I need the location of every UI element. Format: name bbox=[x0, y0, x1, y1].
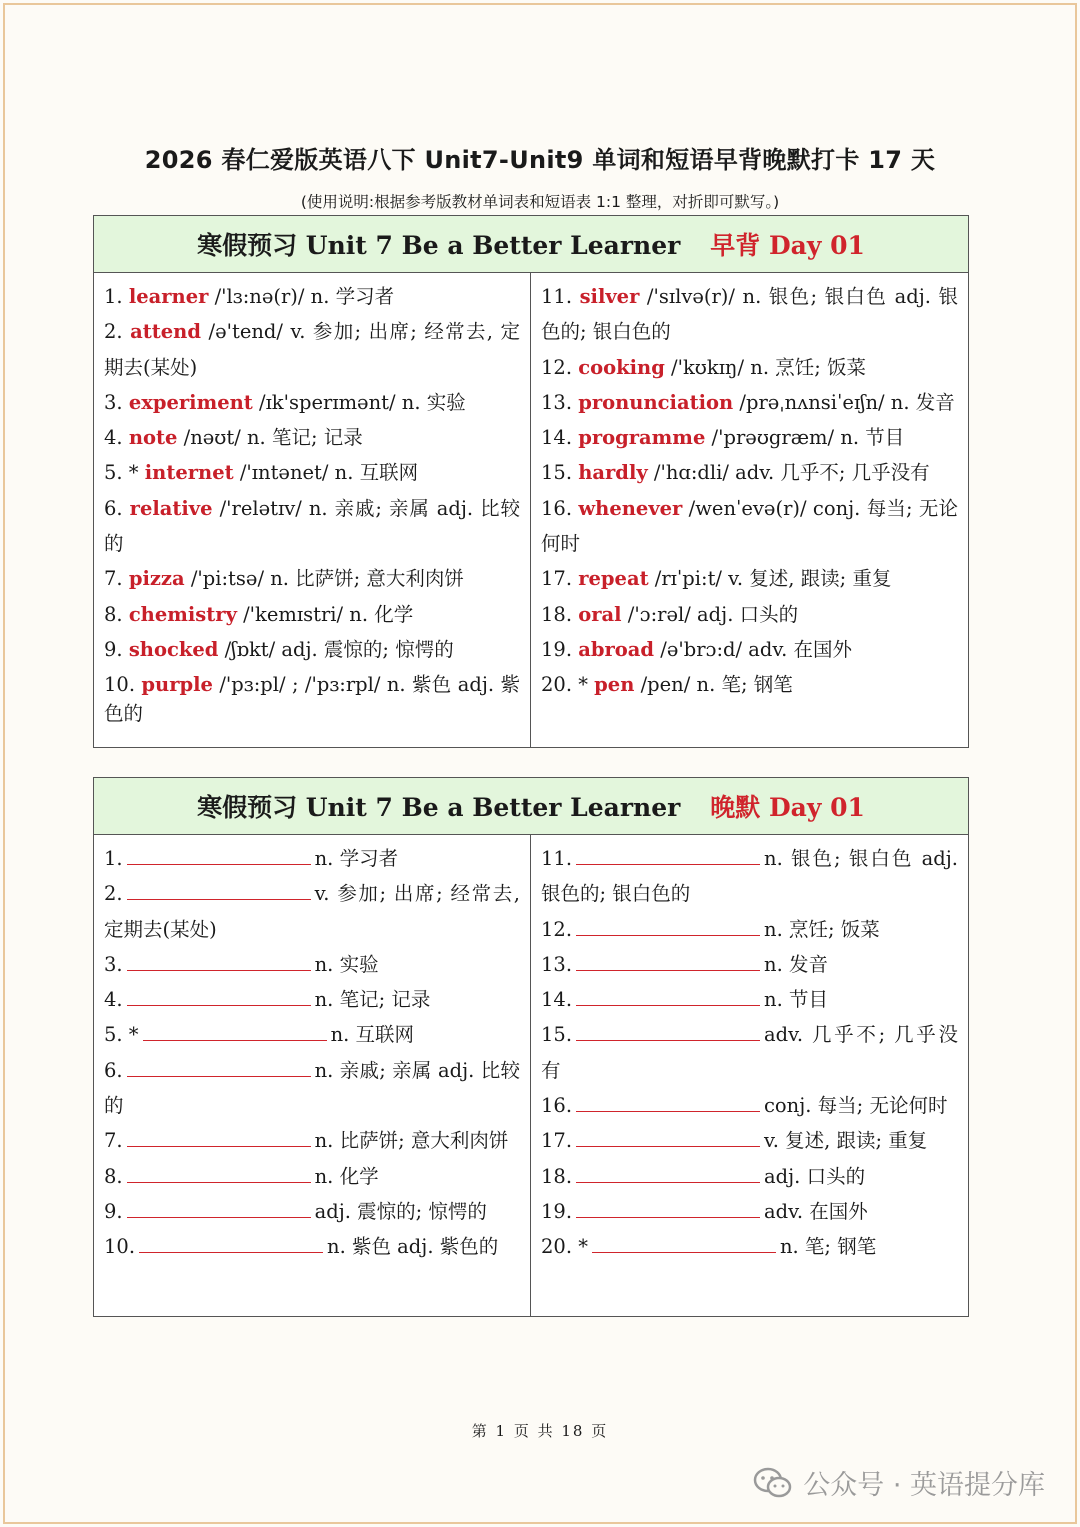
answer-blank[interactable] bbox=[576, 1127, 760, 1147]
vocab-word: internet bbox=[144, 461, 234, 485]
entry-number: 17. bbox=[541, 567, 573, 591]
answer-blank[interactable] bbox=[576, 951, 760, 971]
entry-definition: adv. 在国外 bbox=[764, 1199, 868, 1223]
entry-definition: n. 银色; 银白色 adj. 银色的; 银白色的 bbox=[541, 847, 958, 906]
vocab-entry bbox=[541, 670, 958, 699]
vocab-entry bbox=[104, 314, 520, 385]
vocab-word: relative bbox=[129, 496, 213, 520]
entry-definition: /pen/ n. 笔; 钢笔 bbox=[634, 673, 793, 697]
vocab-entry bbox=[541, 597, 958, 632]
dictation-entry bbox=[104, 1159, 520, 1194]
entry-definition: /wenˈevə(r)/ conj. 每当; 无论何时 bbox=[541, 496, 958, 556]
answer-blank[interactable] bbox=[143, 1021, 327, 1041]
vocab-entry bbox=[104, 455, 520, 490]
entry-number: 18. bbox=[541, 602, 573, 626]
vocab-entry bbox=[541, 455, 958, 490]
entry-definition: n. 亲戚; 亲属 adj. 比较的 bbox=[104, 1058, 520, 1118]
page-title: 2026 春仁爱版英语八下 Unit7-Unit9 单词和短语早背晚默打卡 17 天 bbox=[144, 146, 936, 174]
answer-blank[interactable] bbox=[576, 1198, 760, 1218]
entry-number: 8. bbox=[104, 602, 123, 626]
vocab-entry bbox=[541, 350, 958, 385]
entry-definition: /ə'brɔ:d/ adv. 在国外 bbox=[654, 637, 852, 661]
morning-left-column bbox=[94, 273, 531, 748]
entry-definition: v. 参加; 出席; 经常去, 定期去(某处) bbox=[104, 882, 520, 941]
dictation-entry bbox=[541, 841, 958, 912]
vocab-entry bbox=[541, 632, 958, 667]
vocab-word: silver bbox=[579, 285, 640, 308]
entry-number: 8. bbox=[104, 1164, 123, 1188]
page-subtitle: (使用说明:根据参考版教材单词表和短语表 1:1 整理，对折即可默写。) bbox=[300, 193, 780, 211]
vocab-word: programme bbox=[578, 426, 706, 450]
entry-number: 19. bbox=[541, 1199, 573, 1223]
entry-number: 11. bbox=[541, 285, 573, 308]
entry-definition: n. 比萨饼; 意大利肉饼 bbox=[314, 1129, 509, 1153]
vocab-entry bbox=[541, 491, 958, 562]
morning-box-header bbox=[94, 216, 968, 273]
dictation-entry bbox=[541, 982, 958, 1017]
entry-definition: n. 笔; 钢笔 bbox=[779, 1235, 877, 1259]
entry-number: 1. bbox=[104, 285, 123, 308]
morning-recite-box bbox=[93, 215, 969, 748]
wechat-icon bbox=[753, 1467, 793, 1499]
entry-definition: /'relətɪv/ n. 亲戚; 亲属 adj. 比较的 bbox=[104, 496, 520, 556]
evening-box-header bbox=[94, 778, 968, 835]
evening-dictation-box bbox=[93, 777, 969, 1317]
vocab-word: learner bbox=[128, 285, 209, 308]
entry-number: 5. * bbox=[104, 461, 139, 485]
entry-definition: /'pɜ:pl/ ; /'pɜ:rpl/ n. 紫色 adj. 紫色的 bbox=[104, 673, 521, 726]
vocab-word: abroad bbox=[578, 637, 655, 661]
entry-number: 12. bbox=[541, 917, 573, 941]
vocab-word: whenever bbox=[578, 496, 683, 520]
evening-box-title: 寒假预习 Unit 7 Be a Better Learner bbox=[197, 793, 681, 822]
entry-definition: /prəˌnʌnsiˈeɪʃn/ n. 发音 bbox=[733, 390, 955, 414]
vocab-word: pizza bbox=[128, 567, 185, 591]
entry-definition: /'sɪlvə(r)/ n. 银色; 银白色 adj. 银色的; 银白色的 bbox=[541, 285, 959, 344]
dictation-entry bbox=[104, 1123, 520, 1158]
vocab-word: purple bbox=[141, 673, 213, 697]
entry-number: 2. bbox=[104, 320, 123, 344]
entry-definition: conj. 每当; 无论何时 bbox=[764, 1094, 948, 1118]
answer-blank[interactable] bbox=[576, 845, 760, 865]
vocab-entry bbox=[541, 561, 958, 596]
dictation-entry bbox=[104, 1053, 520, 1124]
vocab-word: attend bbox=[130, 320, 201, 344]
entry-number: 16. bbox=[541, 496, 573, 520]
vocab-entry bbox=[104, 561, 520, 596]
evening-day-tag: 晚默 Day 01 bbox=[710, 793, 865, 822]
dictation-entry bbox=[541, 1017, 958, 1088]
vocab-word: chemistry bbox=[128, 602, 237, 626]
entry-number: 16. bbox=[541, 1094, 573, 1118]
entry-number: 10. bbox=[104, 673, 136, 697]
dictation-entry bbox=[104, 1017, 520, 1052]
answer-blank[interactable] bbox=[576, 1021, 760, 1041]
vocab-word: shocked bbox=[128, 637, 219, 661]
dictation-entry bbox=[104, 1194, 520, 1229]
dictation-entry bbox=[541, 1088, 958, 1123]
entry-number: 13. bbox=[541, 952, 573, 976]
entry-number: 7. bbox=[104, 1129, 123, 1153]
entry-number: 15. bbox=[541, 461, 573, 485]
entry-definition: adj. 口头的 bbox=[764, 1164, 866, 1188]
entry-definition: /nəʊt/ n. 笔记; 记录 bbox=[177, 426, 363, 450]
dictation-entry bbox=[541, 912, 958, 947]
entry-definition: n. 节目 bbox=[764, 988, 828, 1012]
entry-number: 1. bbox=[104, 847, 123, 870]
dictation-entry bbox=[104, 947, 520, 982]
answer-blank[interactable] bbox=[127, 1163, 311, 1183]
vocab-word: experiment bbox=[128, 390, 253, 414]
entry-definition: /ʃɒkt/ adj. 震惊的; 惊愕的 bbox=[218, 637, 454, 661]
page-number: 第 1 页 共 18 页 bbox=[471, 1422, 609, 1440]
entry-number: 6. bbox=[104, 1058, 123, 1082]
entry-definition: n. 笔记; 记录 bbox=[314, 988, 431, 1012]
vocab-entry bbox=[104, 597, 520, 632]
dictation-entry bbox=[541, 1123, 958, 1158]
entry-definition: n. 紫色 adj. 紫色的 bbox=[327, 1235, 499, 1259]
vocab-entry bbox=[104, 670, 520, 728]
entry-definition: /'ɔ:rəl/ adj. 口头的 bbox=[621, 602, 799, 626]
dictation-entry bbox=[541, 1194, 958, 1229]
watermark bbox=[753, 1463, 1045, 1502]
vocab-entry bbox=[104, 632, 520, 667]
entry-definition: adj. 震惊的; 惊愕的 bbox=[314, 1199, 487, 1223]
entry-definition: /'kʊkɪŋ/ n. 烹饪; 饭菜 bbox=[664, 355, 866, 379]
dictation-entry bbox=[104, 876, 520, 947]
vocab-entry bbox=[541, 420, 958, 455]
evening-right-column bbox=[531, 835, 968, 1317]
entry-definition: /'pi:tsə/ n. 比萨饼; 意大利肉饼 bbox=[184, 567, 464, 591]
dictation-entry bbox=[541, 1232, 958, 1261]
entry-definition: /ɪk'sperɪmənt/ n. 实验 bbox=[252, 390, 466, 414]
vocab-entry bbox=[104, 279, 520, 314]
answer-blank[interactable] bbox=[127, 1198, 311, 1218]
entry-number: 2. bbox=[104, 882, 123, 906]
dictation-entry bbox=[541, 1159, 958, 1194]
entry-number: 9. bbox=[104, 637, 123, 661]
answer-blank[interactable] bbox=[127, 880, 311, 900]
vocab-entry bbox=[104, 491, 520, 562]
vocab-word: pronunciation bbox=[578, 390, 734, 414]
entry-number: 13. bbox=[541, 390, 573, 414]
entry-number: 3. bbox=[104, 952, 123, 976]
entry-definition: /'prəʊgræm/ n. 节目 bbox=[705, 426, 905, 450]
entry-definition: /ə'tend/ v. 参加; 出席; 经常去, 定期去(某处) bbox=[104, 320, 520, 379]
entry-number: 19. bbox=[541, 637, 573, 661]
entry-number: 7. bbox=[104, 567, 123, 591]
entry-definition: n. 实验 bbox=[314, 952, 379, 976]
morning-day-tag: 早背 Day 01 bbox=[710, 231, 865, 260]
answer-blank[interactable] bbox=[139, 1233, 323, 1253]
entry-definition: n. 学习者 bbox=[314, 847, 399, 870]
answer-blank[interactable] bbox=[576, 986, 760, 1006]
entry-number: 4. bbox=[104, 988, 123, 1012]
entry-definition: adv. 几乎不; 几乎没有 bbox=[541, 1023, 958, 1082]
vocab-entry bbox=[541, 385, 958, 420]
evening-left-column bbox=[94, 835, 531, 1317]
answer-blank[interactable] bbox=[576, 1092, 760, 1112]
entry-number: 5. * bbox=[104, 1023, 139, 1047]
answer-blank[interactable] bbox=[127, 1127, 311, 1147]
entry-number: 18. bbox=[541, 1164, 573, 1188]
entry-definition: /'lɜ:nə(r)/ n. 学习者 bbox=[208, 285, 395, 308]
morning-box-title: 寒假预习 Unit 7 Be a Better Learner bbox=[197, 231, 681, 260]
entry-number: 20. * bbox=[541, 673, 588, 697]
entry-number: 14. bbox=[541, 988, 573, 1012]
dictation-entry bbox=[104, 982, 520, 1017]
entry-definition: n. 发音 bbox=[764, 952, 828, 976]
entry-number: 3. bbox=[104, 390, 123, 414]
entry-number: 4. bbox=[104, 426, 123, 450]
answer-blank[interactable] bbox=[576, 1163, 760, 1183]
vocab-word: pen bbox=[594, 673, 635, 697]
entry-definition: v. 复述, 跟读; 重复 bbox=[764, 1129, 928, 1153]
vocab-entry bbox=[104, 385, 520, 420]
watermark-text: 公众号 · 英语提分库 bbox=[803, 1470, 1045, 1501]
entry-number: 12. bbox=[541, 355, 573, 379]
vocab-word: hardly bbox=[578, 461, 648, 485]
entry-definition: n. 互联网 bbox=[330, 1023, 415, 1047]
entry-definition: /'ɪntənet/ n. 互联网 bbox=[233, 461, 419, 485]
morning-right-column bbox=[531, 273, 968, 748]
entry-definition: /'hɑ:dli/ adv. 几乎不; 几乎没有 bbox=[647, 461, 930, 485]
answer-blank[interactable] bbox=[576, 916, 760, 936]
dictation-entry bbox=[104, 1232, 520, 1261]
entry-number: 9. bbox=[104, 1199, 123, 1223]
answer-blank[interactable] bbox=[592, 1233, 776, 1253]
vocab-word: note bbox=[128, 426, 178, 450]
entry-definition: /'kemɪstri/ n. 化学 bbox=[236, 602, 414, 626]
entry-number: 6. bbox=[104, 496, 123, 520]
answer-blank[interactable] bbox=[127, 845, 311, 865]
entry-number: 17. bbox=[541, 1129, 573, 1153]
answer-blank[interactable] bbox=[127, 986, 311, 1006]
entry-number: 15. bbox=[541, 1023, 573, 1047]
entry-number: 11. bbox=[541, 847, 573, 870]
vocab-entry bbox=[104, 420, 520, 455]
dictation-entry bbox=[541, 947, 958, 982]
vocab-word: oral bbox=[578, 602, 622, 626]
entry-definition: /rɪˈpi:t/ v. 复述, 跟读; 重复 bbox=[648, 567, 892, 591]
vocab-entry bbox=[541, 279, 958, 350]
dictation-entry bbox=[104, 841, 520, 876]
entry-number: 20. * bbox=[541, 1235, 588, 1259]
answer-blank[interactable] bbox=[127, 1057, 311, 1077]
entry-number: 14. bbox=[541, 426, 573, 450]
vocab-word: repeat bbox=[578, 567, 649, 591]
entry-number: 10. bbox=[104, 1235, 136, 1259]
entry-definition: n. 化学 bbox=[314, 1164, 379, 1188]
answer-blank[interactable] bbox=[127, 951, 311, 971]
entry-definition: n. 烹饪; 饭菜 bbox=[764, 917, 880, 941]
vocab-word: cooking bbox=[578, 355, 665, 379]
